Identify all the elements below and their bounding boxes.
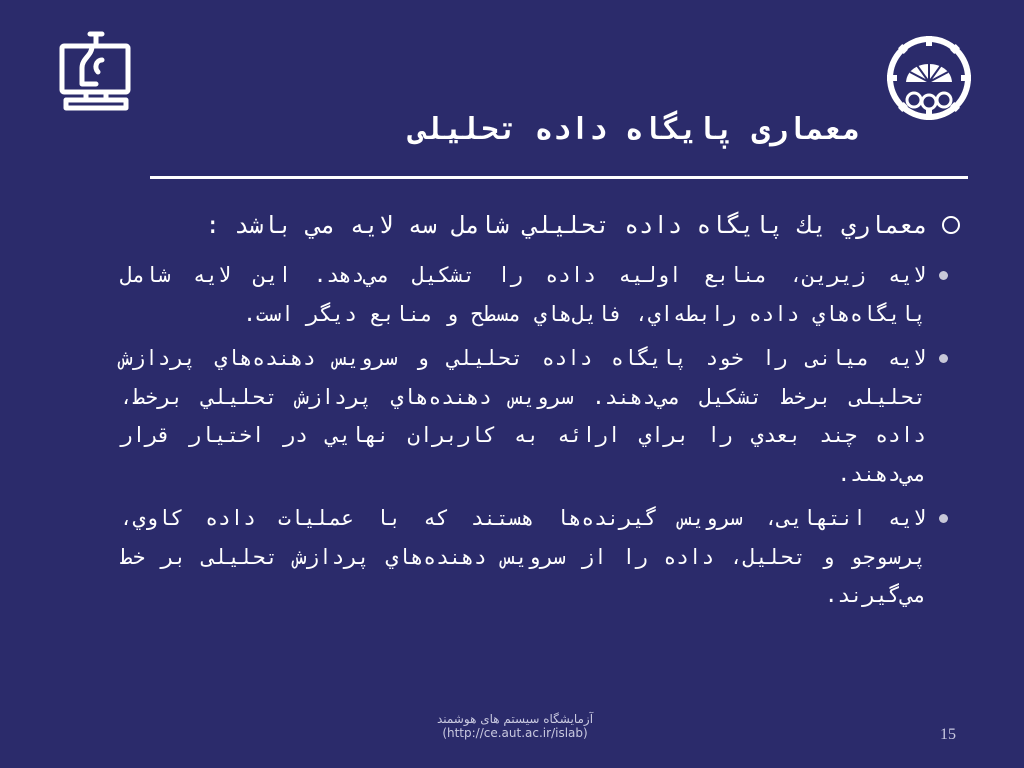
dot-bullet-icon (939, 514, 948, 523)
sub-bullet-text: لايه زيرين، منابع اوليه داده را تشكيل مي‌دهد. اين لايه شامل پايگاه‌هاي داده رابطه‌اي، فايل‌هاي مسطح و منابع ديگر است. (120, 263, 926, 326)
dot-bullet-icon (939, 271, 948, 280)
sub-bullet-item (120, 339, 960, 493)
sub-bullet-item (120, 499, 960, 615)
dot-bullet-icon (939, 354, 948, 363)
sub-bullet-item (120, 256, 960, 333)
page-number: 15 (940, 726, 956, 743)
slide-title: معماری پایگاه داده تحلیلی (408, 112, 860, 147)
main-bullet-text: معماري يك پايگاه داده تحليلي شامل سه لايه مي باشد : (205, 211, 928, 239)
computer-person-icon (52, 30, 138, 114)
ring-bullet-icon (942, 216, 960, 234)
footer-url: (http://ce.aut.ac.ir/islab) (442, 726, 588, 740)
university-emblem (884, 30, 974, 128)
footer-lab-name: آزمايشگاه سيستم های هوشمند (436, 712, 594, 726)
title-divider (150, 176, 968, 179)
footer-lab-info (330, 712, 700, 740)
sub-bullet-text: لايه انتهایی، سرويس گيرنده‌ها هستند كه با عمليات داده كاوي، پرسوجو و تحليل، داده را از سرويس دهنده‌هاي پردازش تحليلی بر خط مي‌گيرند. (120, 506, 926, 607)
sub-bullet-text: لايه میانی را خود پايگاه داده تحليلي و سرويس دهنده‌هاي پردازش تحلیلی برخط تشكيل مي‌دهند. سرويس دهنده‌هاي پردازش تحليلي برخط، داده چند بعدي را براي ارائه به كاربران نهايي در اختيار قرار مي‌دهند. (120, 346, 926, 486)
slide-content (120, 200, 960, 621)
main-bullet-item (120, 200, 960, 250)
